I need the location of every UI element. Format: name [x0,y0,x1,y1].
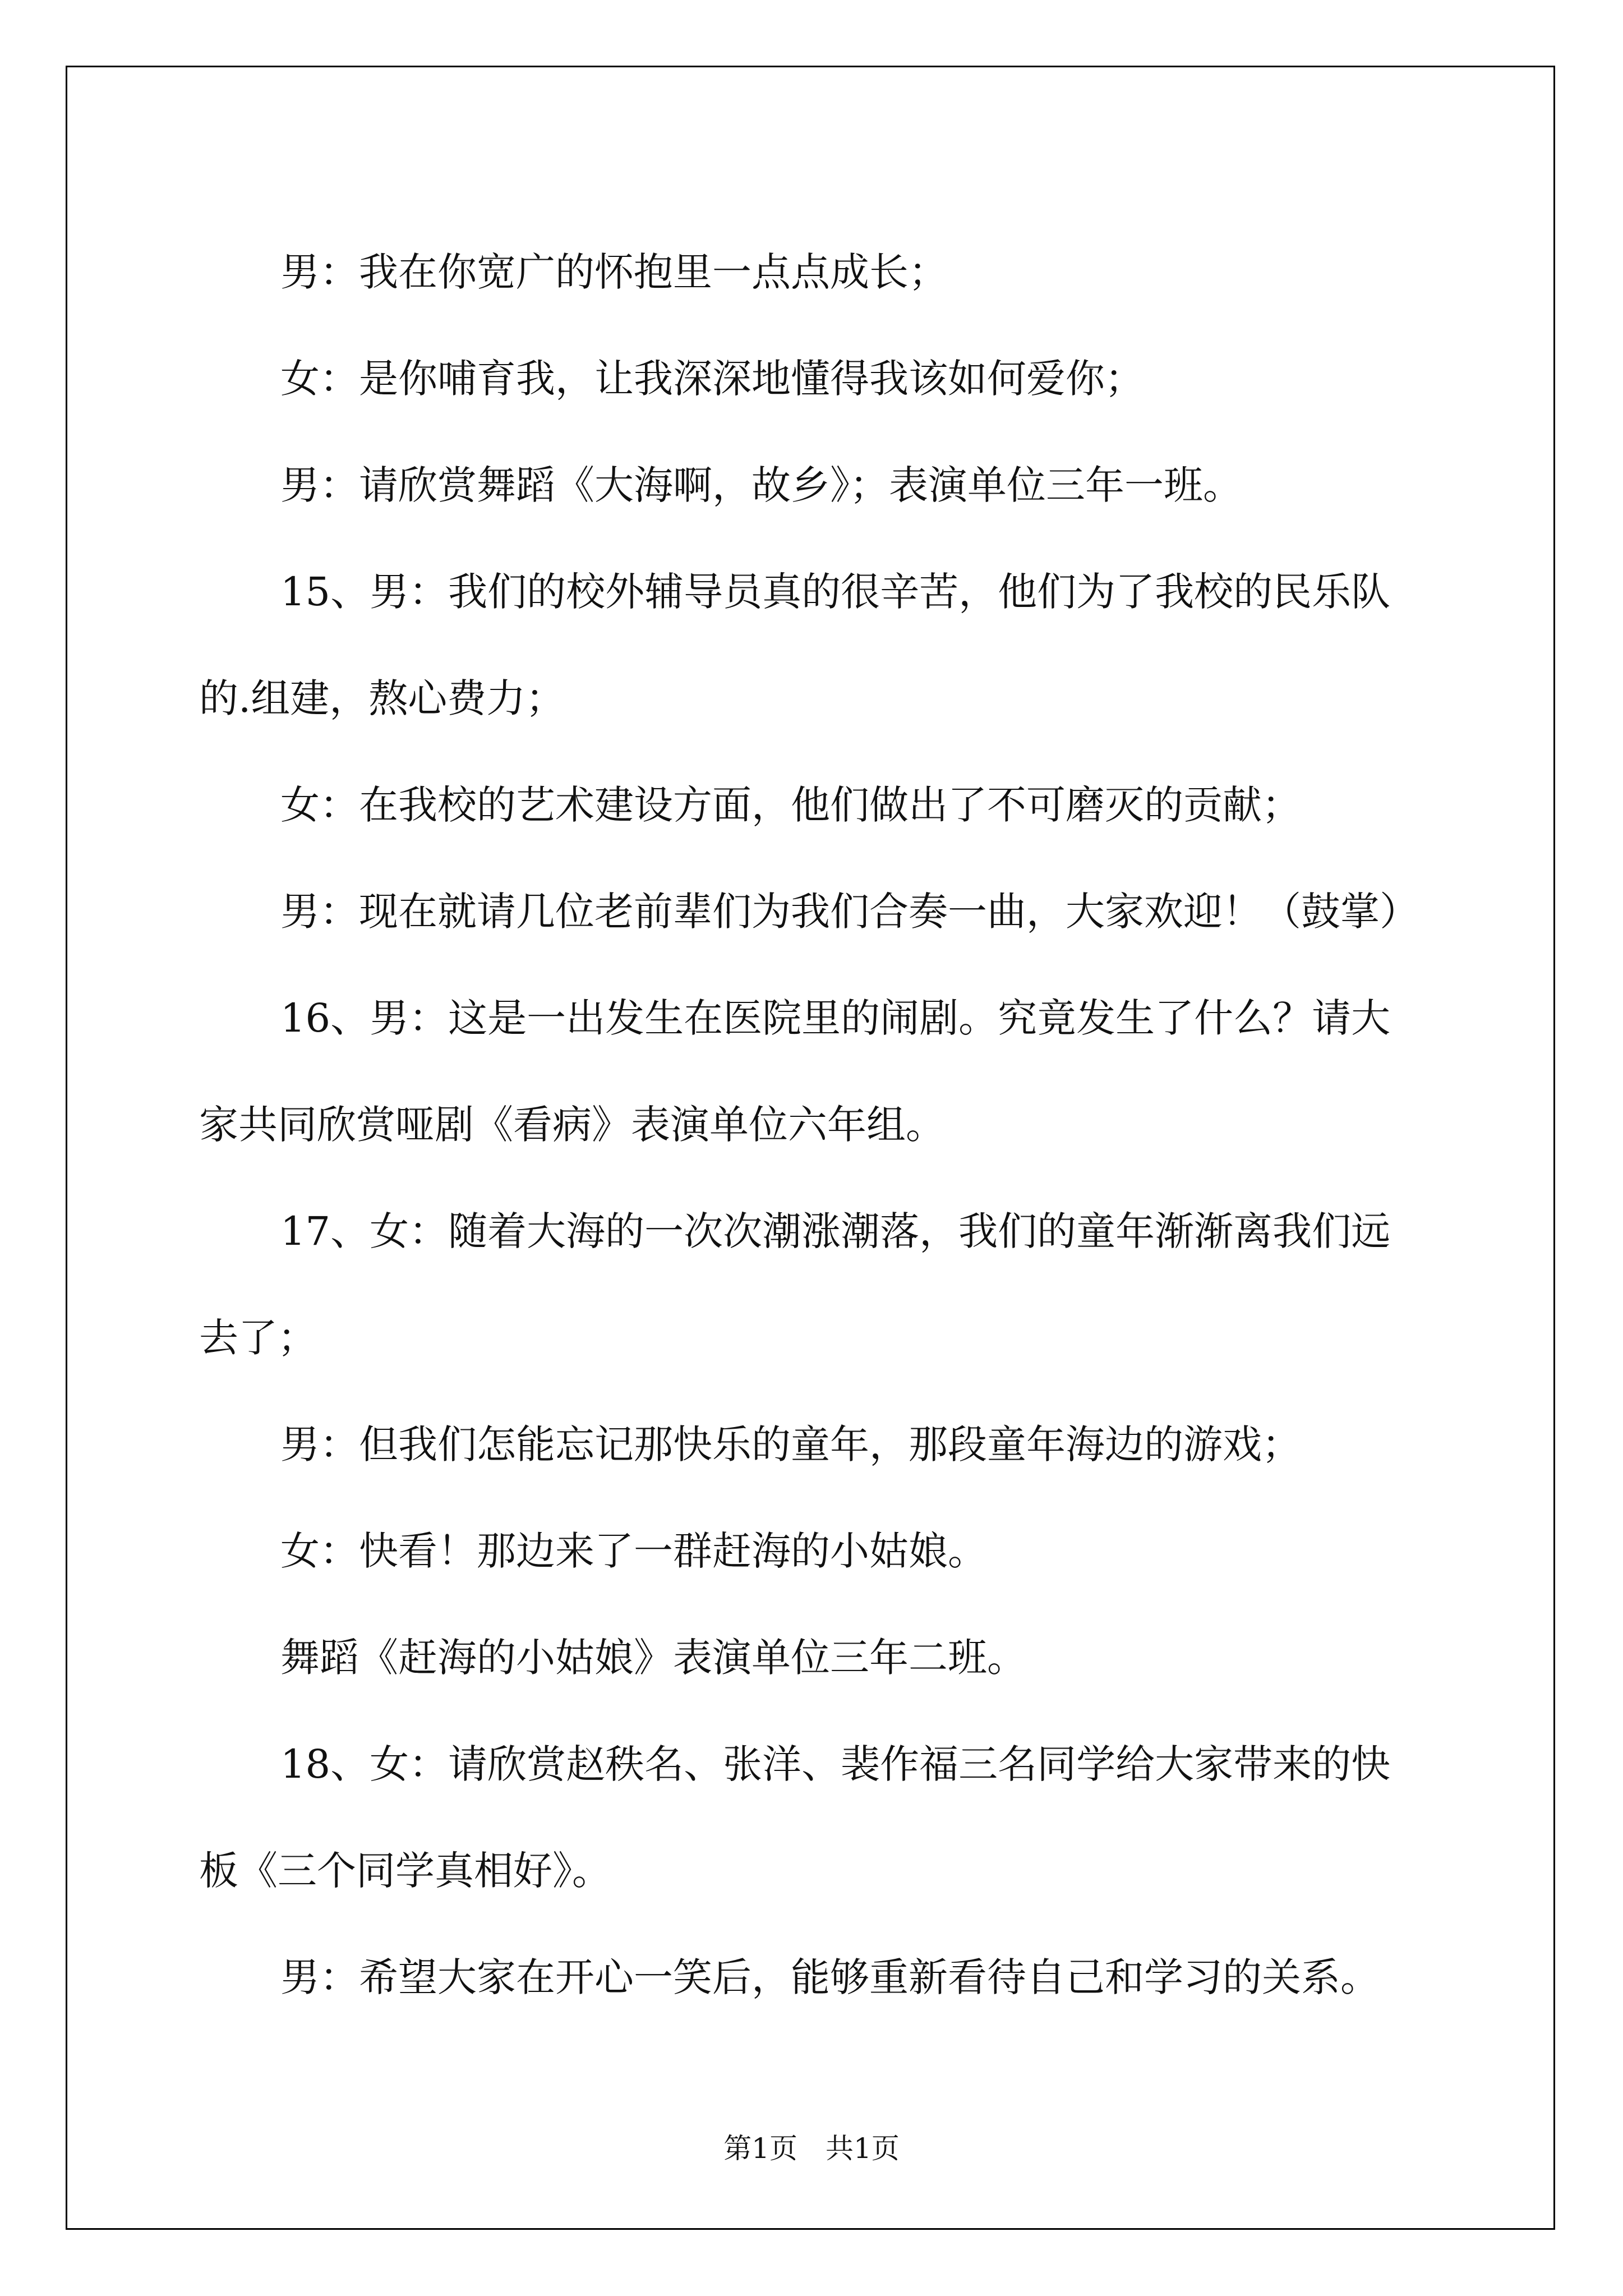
paragraph-line: 男：但我们怎能忘记那快乐的童年，那段童年海边的游戏； [280,1421,1301,1467]
document-body [199,219,1438,2031]
paragraph-line: 女：是你哺育我，让我深深地懂得我该如何爱你； [280,356,1144,402]
paragraph-line: 17、女：随着大海的一次次潮涨潮落，我们的童年渐渐离我们远 [280,1208,1391,1254]
page-footer [0,2132,1623,2165]
paragraph-line: 18、女：请欣赏赵秩名、张洋、裴作福三名同学给大家带来的快 [280,1741,1391,1787]
paragraph-line: 家共同欣赏哑剧《看病》表演单位六年组。 [199,1102,945,1148]
paragraph-line: 去了； [199,1315,317,1361]
paragraph-line: 板《三个同学真相好》。 [199,1848,611,1894]
paragraph-line: 舞蹈《赶海的小姑娘》表演单位三年二班。 [280,1635,1026,1681]
paragraph-line: 女：快看！那边来了一群赶海的小姑娘。 [280,1528,987,1574]
paragraph-line: 男：我在你宽广的怀抱里一点点成长； [280,249,948,295]
page-number: 第1页 [723,2132,797,2165]
paragraph-line: 女：在我校的艺术建设方面，他们做出了不可磨灭的贡献； [280,782,1301,828]
paragraph-line: 15、男：我们的校外辅导员真的很辛苦，他们为了我校的民乐队 [280,569,1391,615]
paragraph-line: 男：现在就请几位老前辈们为我们合奏一曲，大家欢迎！（鼓掌） [280,889,1419,935]
paragraph-line: 16、男：这是一出发生在医院里的闹剧。究竟发生了什么？请大 [280,995,1391,1041]
paragraph-line: 的.组建，熬心费力； [199,675,565,721]
page-total: 共1页 [826,2132,900,2165]
paragraph-line: 男：希望大家在开心一笑后，能够重新看待自己和学习的关系。 [280,1954,1380,2000]
paragraph-line: 男：请欣赏舞蹈《大海啊，故乡》；表演单位三年一班。 [280,462,1242,508]
